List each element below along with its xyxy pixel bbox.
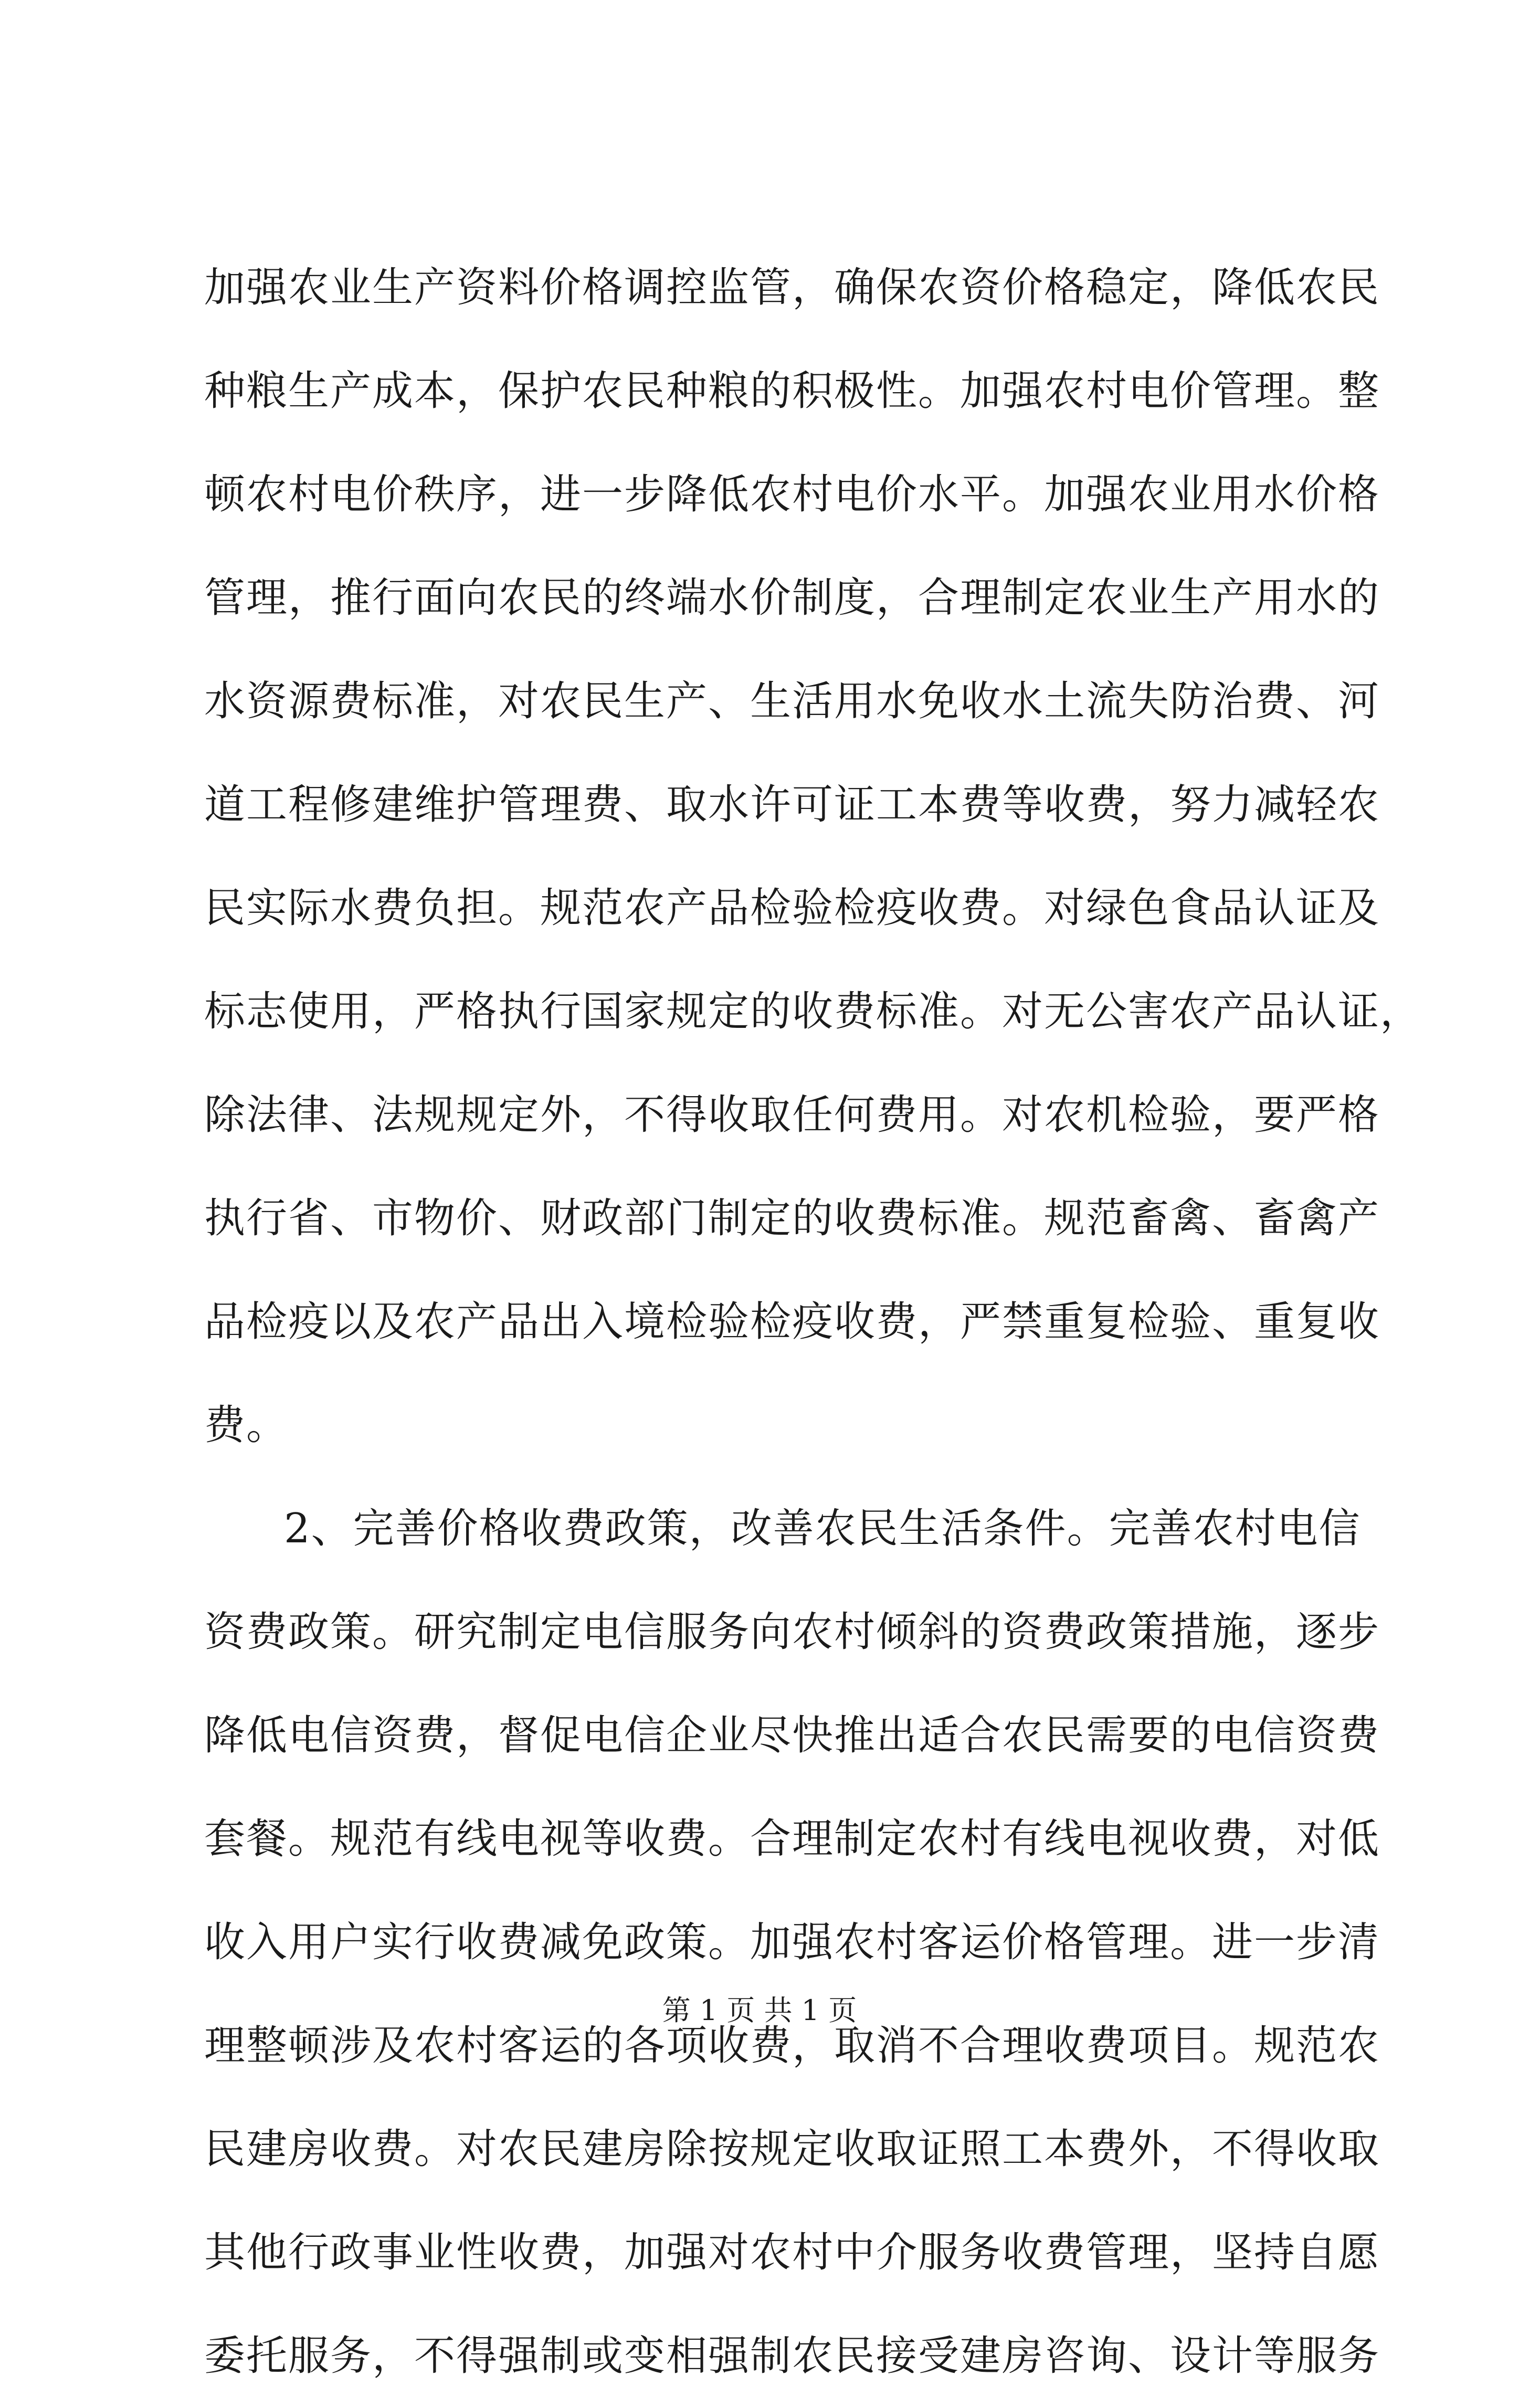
text-line: 民实际水费负担。规范农产品检验检疫收费。对绿色食品认证及 xyxy=(204,885,1380,932)
text-line: 执行省、市物价、财政部门制定的收费标准。规范畜禽、畜禽产 xyxy=(204,1195,1380,1242)
text-line: 顿农村电价秩序，进一步降低农村电价水平。加强农业用水价格 xyxy=(204,471,1380,518)
text-line: 标志使用，严格执行国家规定的收费标准。对无公害农产品认证， xyxy=(204,988,1422,1035)
text-line: 加强农业生产资料价格调控监管，确保农资价格稳定，降低农民 xyxy=(204,264,1380,311)
text-line: 水资源费标准，对农民生产、生活用水免收水土流失防治费、河 xyxy=(204,678,1380,725)
text-line: 民建房收费。对农民建房除按规定收取证照工本费外，不得收取 xyxy=(204,2126,1380,2173)
text-line: 种粮生产成本，保护农民种粮的积极性。加强农村电价管理。整 xyxy=(204,367,1380,415)
text-line: 资费政策。研究制定电信服务向农村倾斜的资费政策措施，逐步 xyxy=(204,1608,1380,1656)
text-line-indented: 2、完善价格收费政策，改善农民生活条件。完善农村电信 xyxy=(284,1505,1361,1552)
text-line: 费。 xyxy=(204,1402,289,1449)
page-footer xyxy=(0,1990,1519,2032)
page-number-label: 第 1 页 共 1 页 xyxy=(662,1994,857,2027)
text-line: 理整顿涉及农村客运的各项收费，取消不合理收费项目。规范农 xyxy=(204,2022,1380,2069)
text-line: 降低电信资费，督促电信企业尽快推出适合农民需要的电信资费 xyxy=(204,1712,1380,1759)
text-line: 其他行政事业性收费，加强对农村中介服务收费管理，坚持自愿 xyxy=(204,2229,1380,2276)
text-line: 委托服务，不得强制或变相强制农民接受建房咨询、设计等服务 xyxy=(204,2332,1380,2380)
text-line: 收入用户实行收费减免政策。加强农村客运价格管理。进一步清 xyxy=(204,1919,1380,1966)
text-line: 道工程修建维护管理费、取水许可证工本费等收费，努力减轻农 xyxy=(204,781,1380,828)
text-line: 套餐。规范有线电视等收费。合理制定农村有线电视收费，对低 xyxy=(204,1815,1380,1863)
body-text xyxy=(204,236,1422,2408)
text-line: 除法律、法规规定外，不得收取任何费用。对农机检验，要严格 xyxy=(204,1091,1380,1139)
text-line: 品检疫以及农产品出入境检验检疫收费，严禁重复检验、重复收 xyxy=(204,1298,1380,1345)
text-line: 管理，推行面向农民的终端水价制度，合理制定农业生产用水的 xyxy=(204,574,1380,622)
